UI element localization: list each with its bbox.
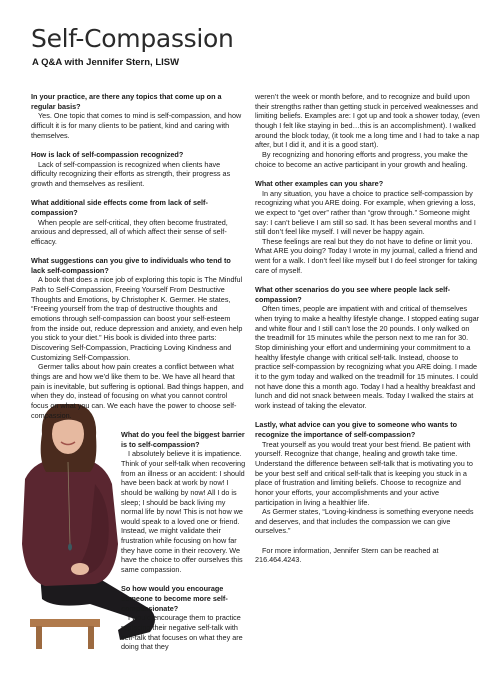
column-left [31,92,246,690]
question-1: In your practice, are there any topics that come up on a regular basis? [31,92,222,111]
answer-4: A book that does a nice job of exploring this topic is The Mindful Path to Self-Compassion, Freeing Yourself From Destructive Thoughts and Emotions, by Christopher K. Germer. He states, “Freeing yourself from the trap of destructive thoughts and emotions through self-compassion can boost your self-esteem from the inside out, reduce depression and anxiety, and even help you stick to your diet.” His book is divided into three parts: Discovering Self-Compassion, Practicing Loving Kindness and Customizing Self-Compassion. [31,275,243,362]
question-2: How is lack of self-compassion recognized? [31,149,184,159]
answer-9-quote: As Germer states, “Loving-kindness is something everyone needs and deserves, and that includes the compassion we can give ourselves.” [255,507,474,536]
article-title: Self-Compassion [31,24,234,53]
answer-8: Often times, people are impatient with and critical of themselves when trying to make a healthy lifestyle change. I stopped eating sugar and white flour and I still can’t lose the 20 pounds. I only walked on the treadmill for 15 minutes while the person next to me ran for 30. Stop diminishing your effort and undermining your commitment to a healthy lifestyle change with critical self-talk. Instead, choose to practice self-compassion by recognizing what you ARE doing. I made it to the gym today and walked on the treadmill for 15 minutes. I could not have done this a month ago. Today I had a healthy breakfast and lunch and did not snack between meals. Today I walked the stairs at work instead of taking the elevator. [255,304,480,410]
question-5: What do you feel the biggest barrier is to self-compassion? [121,429,245,449]
question-4: What suggestions can you give to individuals who tend to lack self-compassion? [31,256,231,275]
answer-5: I absolutely believe it is impatience. Think of your self-talk when recovering from an illness or an accident: I should have been back at work by now! I should be walking by now! All I do is sleep; I should be back living my normal life by now! This is not how we would speak to a loved one or friend. Instead, we might validate their frustration while focusing on how far they have come in their recovery. We have the choice to offer ourselves this same compassion. [121,449,246,575]
answer-2: Lack of self-compassion is recognized when clients have difficulty recognizing their efforts as strength, their progress as growth and themselves as resilient. [31,159,231,188]
answer-6: I would encourage them to practice replacing their negative self-talk with self-talk that focuses on what they are doing that they [121,613,243,652]
contact-info: For more information, Jennifer Stern can be reached at 216.464.4243. [255,545,439,565]
question-7: What other examples can you share? [255,178,384,188]
answer-7-continued: These feelings are real but they do not have to define or limit you. What ARE you doing? Today I wrote in my journal, called a friend and went for a walk. I don’t feel like myself but I do feel stronger for taking care of myself. [255,236,478,275]
question-9: Lastly, what advice can you give to someone who wants to recognize the importance of self-compassion? [255,420,458,439]
answer-3: When people are self-critical, they often become frustrated, anxious and depressed, all of which affect their sense of self-efficacy. [31,217,228,246]
column-right [255,92,480,565]
answer-9: Treat yourself as you would treat your best friend. Be patient with yourself. Recognize that change, healing and growth take time. Understand the difference between self-talk that is motivating you to be your best self and critical self-talk that is keeping you stuck in a place of frustration and limiting beliefs. Choose to recognize and honor your efforts, your accomplishments and your active participation in living a healthier life. [255,439,473,507]
answer-1: Yes. One topic that comes to mind is self-compassion, and how difficult it is for many clients to be patient, kind and caring with themselves. [31,111,242,140]
answer-4-continued: Germer talks about how pain creates a conflict between what things are and how we’d like them to be. We have all heard that pain is inevitable, but suffering is optional. Bad things happen, and when they do, instead of focusing on what you cannot control focus on what you can. We each have the power to choose self-compassion. [31,362,244,420]
photo-wrap-text [31,430,246,690]
question-8: What other scenarios do you see where people lack self-compassion? [255,285,451,304]
answer-6-continued: weren’t the week or month before, and to recognize and build upon their strengths rather than getting stuck in perceived weaknesses and limiting beliefs. Examples are: I got up and took a shower today, (even though I felt like staying in bed…this is an accomplishment). I walked around the block today, (it took me a long time and I had to take a nap after, but I did it, and it is a good start). [255,92,480,150]
article-subtitle: A Q&A with Jennifer Stern, LISW [32,57,180,68]
answer-7: In any situation, you have a choice to practice self-compassion by recognizing what you ARE doing. For example, when grieving a loss, we expect to “get over” rather than “grow through.” Someone might say: I can’t believe I am still so sad. It has been several months and I still don’t feel like myself. I will never be happy again. [255,188,476,237]
answer-6-conclusion: By recognizing and honoring efforts and progress, you make the choice to become an active participant in your growth and healing. [255,149,468,169]
question-3: What additional side effects come from lack of self-compassion? [31,198,208,217]
question-6: So how would you encourage someone to become more self-compassionate? [121,584,228,613]
